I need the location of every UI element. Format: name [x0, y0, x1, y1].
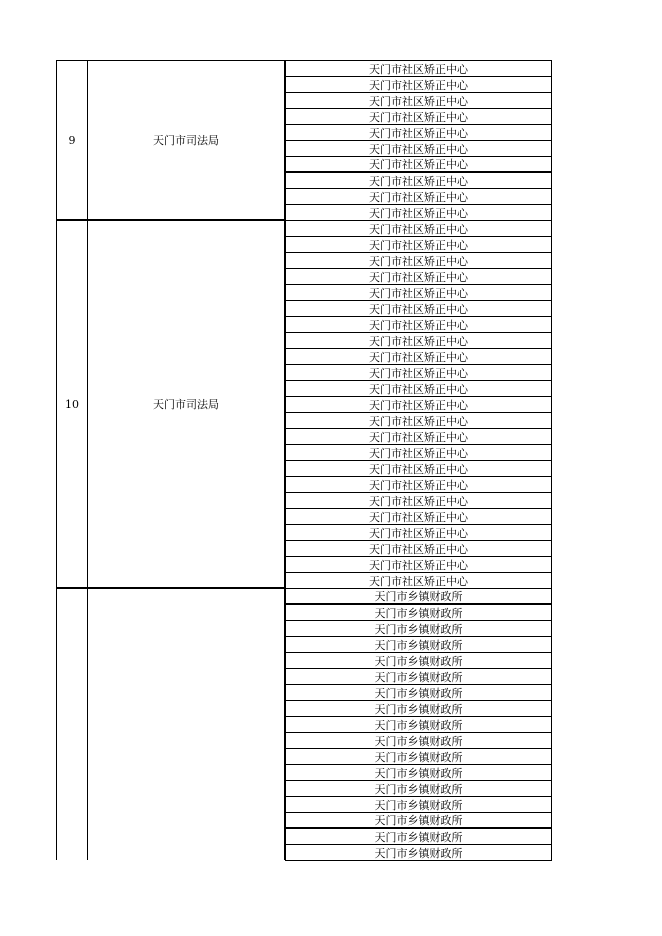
unit-name-cell: 天门市乡镇财政所: [285, 717, 552, 733]
unit-name-cell: 天门市乡镇财政所: [285, 749, 552, 765]
unit-name-cell: 天门市乡镇财政所: [285, 701, 552, 717]
unit-name-cell: 天门市乡镇财政所: [285, 733, 552, 749]
unit-name-cell: 天门市乡镇财政所: [285, 685, 552, 701]
unit-name-cell: 天门市社区矫正中心: [285, 205, 552, 221]
unit-name-cell: 天门市社区矫正中心: [285, 349, 552, 365]
unit-name-cell: 天门市社区矫正中心: [285, 221, 552, 237]
unit-name-cell: 天门市社区矫正中心: [285, 477, 552, 493]
group-number-cell: 10: [56, 220, 88, 588]
unit-name-cell: 天门市社区矫正中心: [285, 333, 552, 349]
unit-name-cell: 天门市社区矫正中心: [285, 253, 552, 269]
unit-name-cell: 天门市社区矫正中心: [285, 525, 552, 541]
unit-name-cell: 天门市乡镇财政所: [285, 637, 552, 653]
unit-name-cell: 天门市社区矫正中心: [285, 365, 552, 381]
unit-name-cell: 天门市社区矫正中心: [285, 285, 552, 301]
unit-name-cell: 天门市社区矫正中心: [285, 381, 552, 397]
unit-name-cell: 天门市乡镇财政所: [285, 829, 552, 845]
unit-name-cell: 天门市乡镇财政所: [285, 845, 552, 861]
unit-name-cell: 天门市社区矫正中心: [285, 93, 552, 109]
unit-name-cell: 天门市乡镇财政所: [285, 813, 552, 829]
unit-name-cell: 天门市社区矫正中心: [285, 301, 552, 317]
group-org-cell: 天门市司法局: [88, 220, 285, 588]
unit-name-cell: 天门市社区矫正中心: [285, 397, 552, 413]
unit-name-cell: 天门市社区矫正中心: [285, 141, 552, 157]
unit-name-cell: 天门市社区矫正中心: [285, 157, 552, 173]
unit-name-cell: 天门市乡镇财政所: [285, 765, 552, 781]
unit-name-cell: 天门市社区矫正中心: [285, 429, 552, 445]
group-number-cell: [56, 588, 88, 860]
unit-name-cell: 天门市社区矫正中心: [285, 557, 552, 573]
unit-name-cell: 天门市乡镇财政所: [285, 605, 552, 621]
unit-name-cell: 天门市社区矫正中心: [285, 493, 552, 509]
unit-name-cell: 天门市社区矫正中心: [285, 573, 552, 589]
unit-name-cell: 天门市乡镇财政所: [285, 653, 552, 669]
unit-name-cell: 天门市乡镇财政所: [285, 669, 552, 685]
unit-name-cell: 天门市乡镇财政所: [285, 589, 552, 605]
unit-name-cell: 天门市社区矫正中心: [285, 189, 552, 205]
unit-name-cell: 天门市社区矫正中心: [285, 509, 552, 525]
group-number-cell: 9: [56, 60, 88, 220]
unit-name-cell: 天门市社区矫正中心: [285, 445, 552, 461]
unit-name-cell: 天门市乡镇财政所: [285, 781, 552, 797]
unit-name-cell: 天门市乡镇财政所: [285, 797, 552, 813]
unit-name-cell: 天门市社区矫正中心: [285, 125, 552, 141]
unit-name-cell: 天门市社区矫正中心: [285, 237, 552, 253]
unit-name-cell: 天门市社区矫正中心: [285, 413, 552, 429]
unit-name-cell: 天门市乡镇财政所: [285, 621, 552, 637]
unit-name-cell: 天门市社区矫正中心: [285, 461, 552, 477]
unit-name-cell: 天门市社区矫正中心: [285, 541, 552, 557]
unit-name-cell: 天门市社区矫正中心: [285, 317, 552, 333]
group-org-cell: [88, 588, 285, 860]
unit-name-cell: 天门市社区矫正中心: [285, 109, 552, 125]
unit-name-cell: 天门市社区矫正中心: [285, 269, 552, 285]
group-org-cell: 天门市司法局: [88, 60, 285, 220]
unit-name-cell: 天门市社区矫正中心: [285, 60, 552, 77]
unit-name-cell: 天门市社区矫正中心: [285, 173, 552, 189]
unit-name-cell: 天门市社区矫正中心: [285, 77, 552, 93]
